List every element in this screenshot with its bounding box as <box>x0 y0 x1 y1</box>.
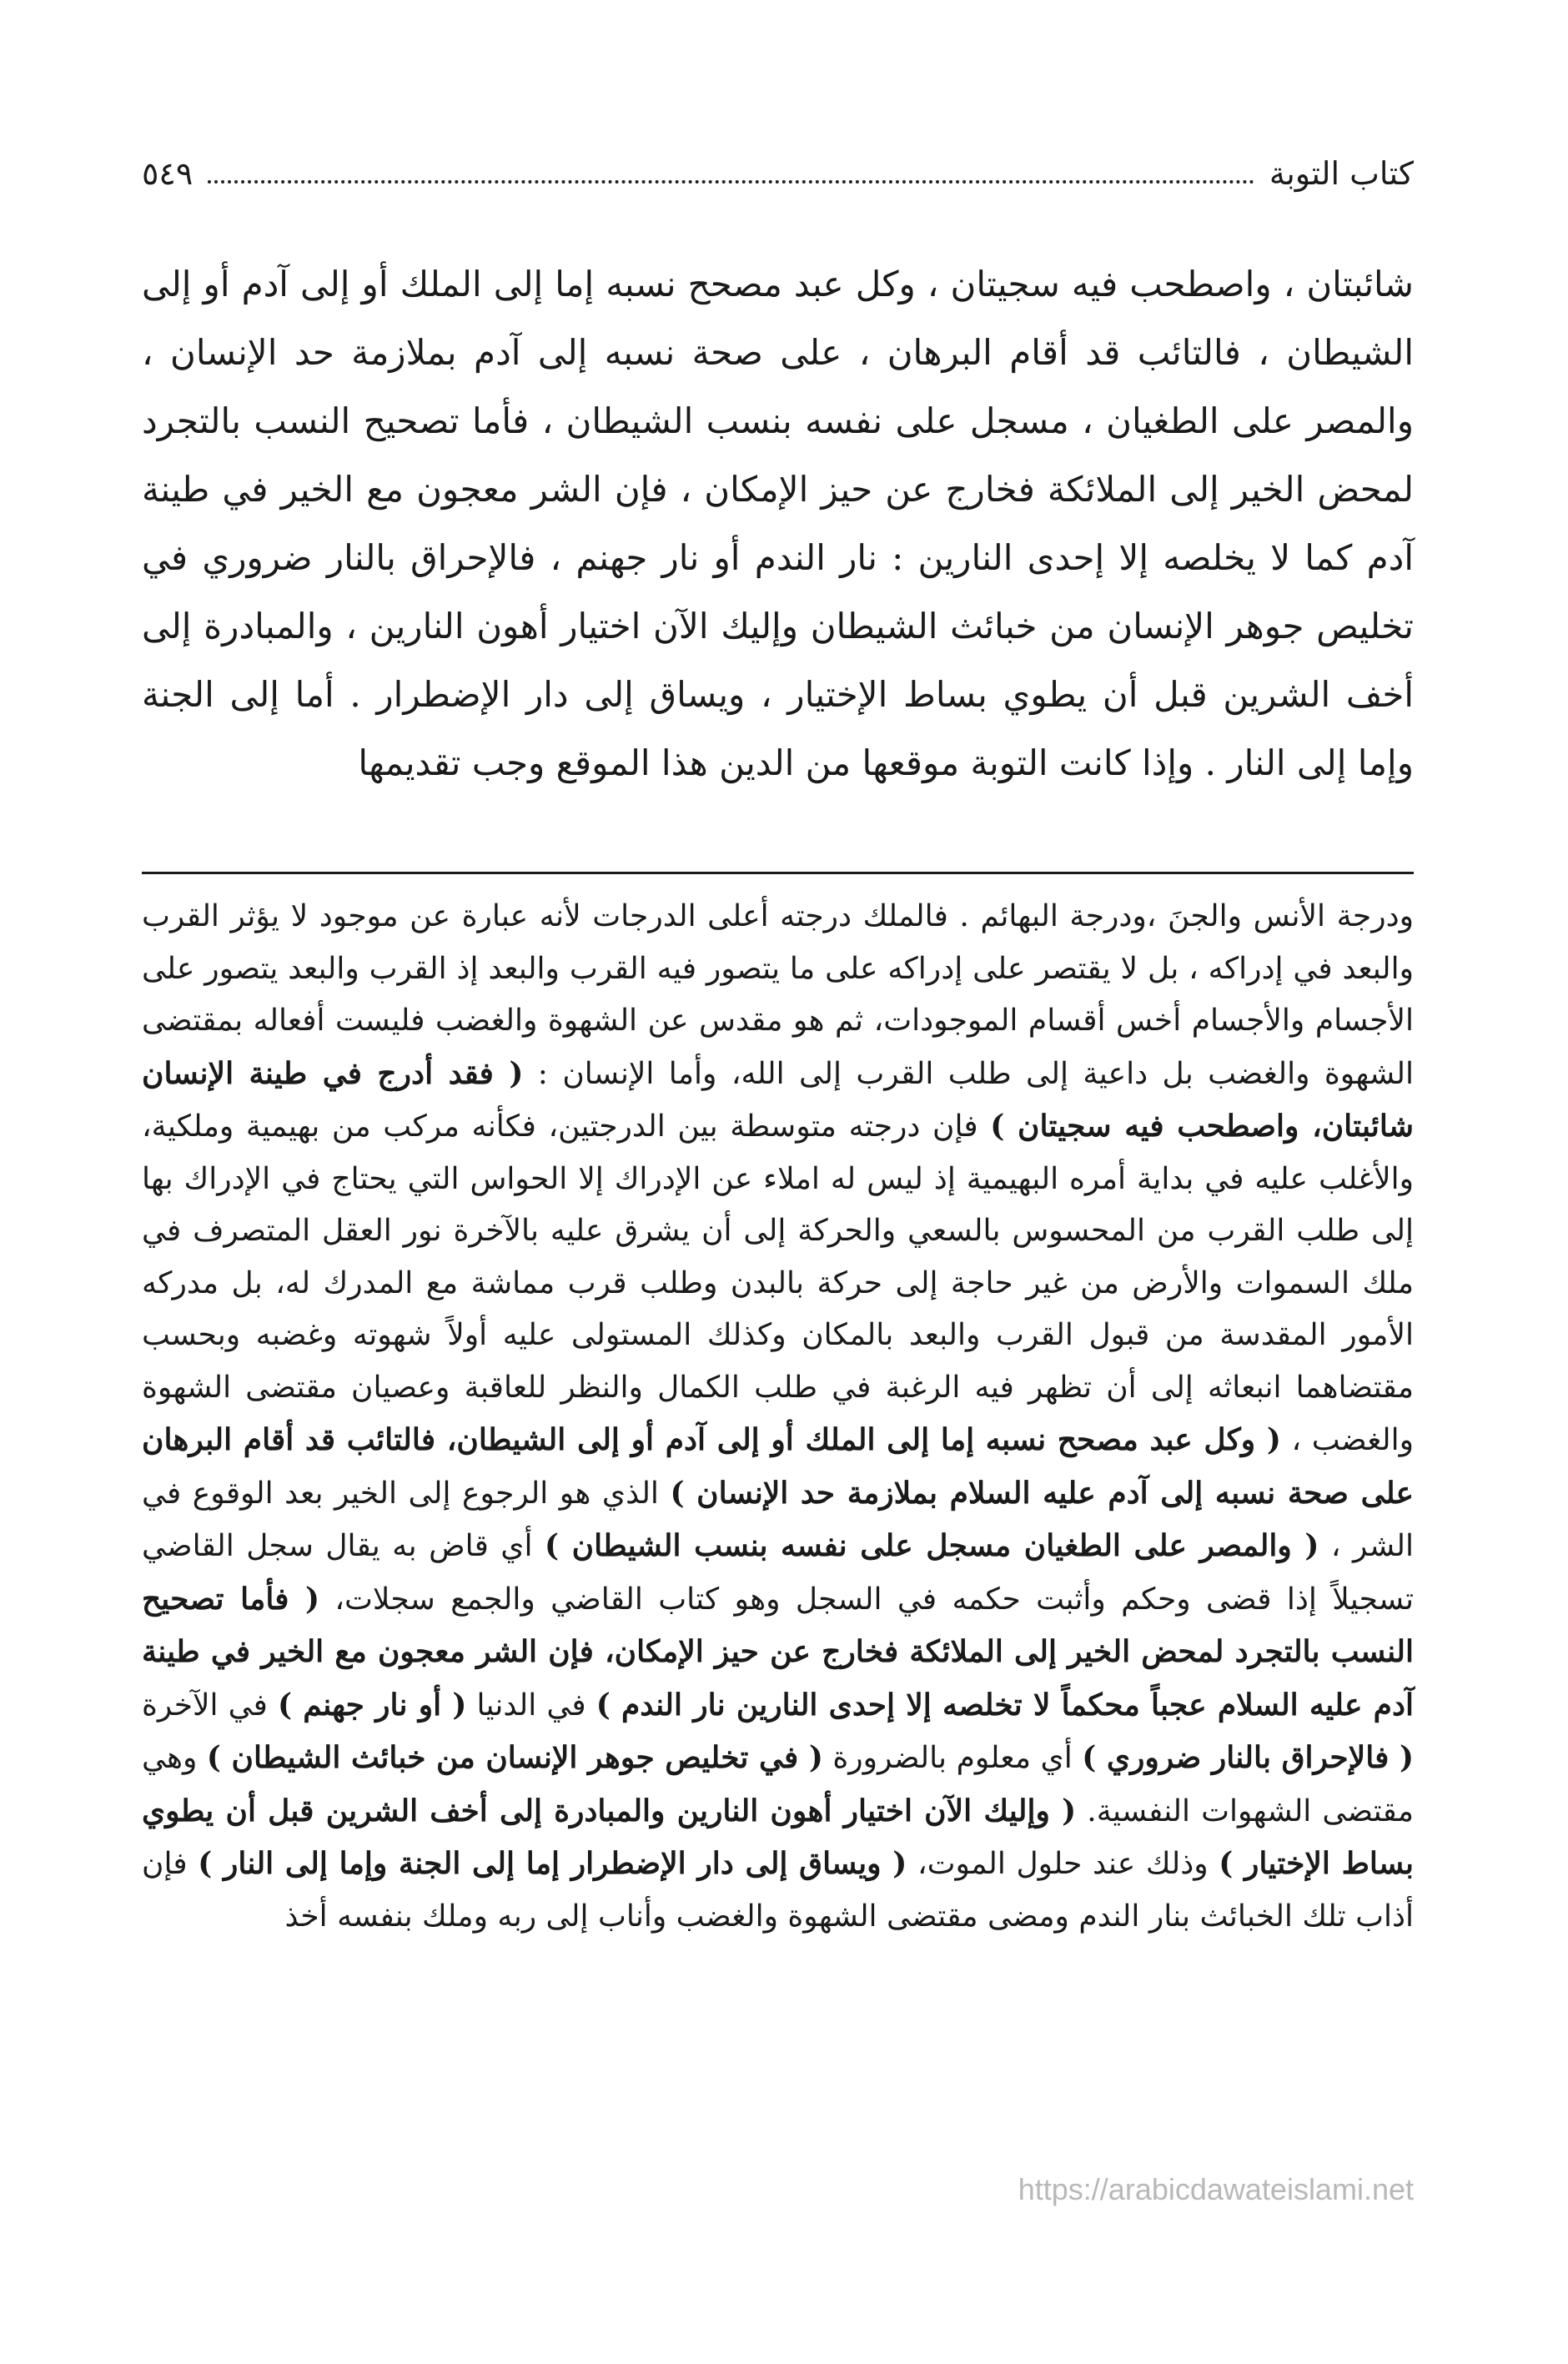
commentary-quote-segment: ( وإليك الآن اختيار أهون النارين والمبادرة إلى أخف الشرين قبل أن يطوي بساط الإختيار ) <box>142 1793 1414 1881</box>
commentary-block <box>142 891 1414 1943</box>
commentary-quote-segment: ( أو نار جهنم ) <box>278 1687 467 1723</box>
commentary-text-segment: ودرجة الأنس والجنَ ،ودرجة البهائم . فالملك درجته أعلى الدرجات لأنه عبارة عن موجود لا يؤثر القرب والبعد في إدراكه ، بل لا يقتصر على إدراكه على ما يتصور فيه القرب والبعد إذ القرب والبعد يتصور على الأجسام والأجسام أخس أقسام الموجودات، ثم هو مقدس عن الشهوة والغضب فليست أفعاله بمقتضى الشهوة والغضب بل داعية إلى طلب القرب إلى الله، وأما الإنسان : <box>142 899 1415 1091</box>
main-paragraph: شائبتان ، واصطحب فيه سجيتان ، وكل عبد مصحح نسبه إما إلى الملك أو إلى آدم أو إلى الشيطان ، فالتائب قد أقام البرهان ، على صحة نسبه إلى آدم بملازمة حد الإنسان ، والمصر على الطغيان ، مسجل على نفسه بنسب الشيطان ، فأما تصحيح النسب بالتجرد لمحض الخير إلى الملائكة فخارج عن حيز الإمكان ، فإن الشر معجون مع الخير في طينة آدم كما لا يخلصه إلا إحدى النارين : نار الندم أو نار جهنم ، فالإحراق بالنار ضروري في تخليص جوهر الإنسان من خبائث الشيطان وإليك الآن اختيار أهون النارين ، والمبادرة إلى أخف الشرين قبل أن يطوي بساط الإختيار ، ويساق إلى دار الإضطرار . أما إلى الجنة وإما إلى النار . وإذا كانت التوبة موقعها من الدين هذا الموقع وجب تقديمها <box>142 264 1414 783</box>
commentary-quote-segment: ( فالإحراق بالنار ضروري ) <box>1082 1740 1414 1775</box>
dotted-leader <box>208 180 1254 184</box>
running-header <box>142 148 1414 199</box>
commentary-text-segment: أي معلوم بالضرورة <box>822 1741 1083 1775</box>
commentary-paragraph <box>142 891 1414 1943</box>
commentary-text-segment: في الدنيا <box>466 1687 596 1723</box>
commentary-text-segment: فإن أذاب تلك الخبائث بنار الندم ومضى مقتضى الشهوة والغضب وأناب إلى ربه وملك بنفسه أخذ <box>142 1847 1414 1934</box>
book-title: كتاب التوبة <box>1269 155 1414 192</box>
source-watermark: https://arabicdawateislami.net <box>1018 2172 1414 2206</box>
page-number: ٥٤٩ <box>142 155 193 192</box>
commentary-quote-segment: ( فأما تصحيح النسب بالتجرد لمحض الخير إلى الملائكة فخارج عن حيز الإمكان، فإن الشر معجون مع الخير في طينة آدم عليه السلام عجباً محكماً لا تخلصه إلا إحدى النارين نار الندم ) <box>142 1581 1415 1723</box>
commentary-text-segment: وذلك عند حلول الموت، <box>907 1847 1219 1881</box>
commentary-quote-segment: ( فقد أدرج في طينة الإنسان شائبتان، واصطحب فيه سجيتان ) <box>142 1055 1414 1144</box>
commentary-quote-segment: ( في تخليص جوهر الإنسان من خبائث الشيطان ) <box>206 1740 823 1775</box>
commentary-text-segment: في الآخرة <box>142 1687 278 1723</box>
footnote-separator <box>142 872 1414 874</box>
commentary-quote-segment: ( وكل عبد مصحح نسبه إما إلى الملك أو إلى آدم أو إلى الشيطان، فالتائب قد أقام البرهان على صحة نسبه إلى آدم عليه السلام بملازمة حد الإنسان ) <box>142 1422 1415 1511</box>
commentary-text-segment: فإن درجته متوسطة بين الدرجتين، فكأنه مركب من بهيمية وملكية، والأغلب عليه في بداية أمره البهيمية إذ ليس له املاء عن الإدراك إلا الحواس التي يحتاج في الإدراك بها إلى طلب القرب من المحسوس بالسعي والحركة إلى أن يشرق عليه بالآخرة نور العقل المتصرف في ملك السموات والأرض من غير حاجة إلى حركة بالبدن وطلب قرب مماشة مع المدرك له، بل مدركه الأمور المقدسة من قبول القرب والبعد بالمكان وكذلك المستولى عليه أولاً شهوته وغضبه وبحسب مقتضاهما انبعاثه إلى أن تظهر فيه الرغبة في طلب الكمال والنظر للعاقبة وعصيان مقتضى الشهوة والغضب ، <box>142 1109 1414 1457</box>
commentary-quote-segment: ( ويساق إلى دار الإضطرار إما إلى الجنة وإما إلى النار ) <box>198 1846 907 1881</box>
commentary-text-segment: وهي مقتضى الشهوات النفسية. <box>142 1741 1414 1828</box>
commentary-text-segment: أي قاض به يقال سجل القاضي تسجيلاً إذا قضى وحكم وأثبت حكمه في السجل وهو كتاب القاضي والجمع سجلات، <box>142 1529 1415 1617</box>
commentary-text-segment: الذي هو الرجوع إلى الخير بعد الوقوع في الشر ، <box>142 1476 1415 1563</box>
main-text-block <box>142 250 1414 797</box>
commentary-quote-segment: ( والمصر على الطغيان مسجل على نفسه بنسب الشيطان ) <box>545 1528 1319 1563</box>
